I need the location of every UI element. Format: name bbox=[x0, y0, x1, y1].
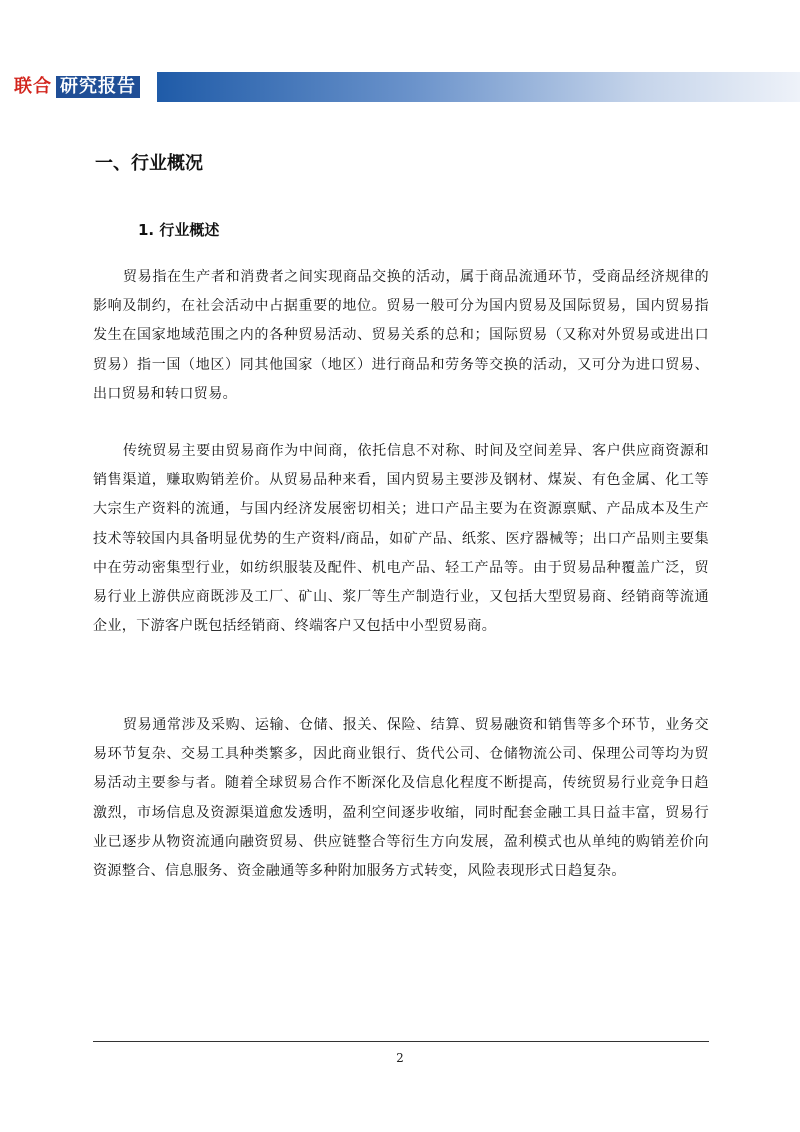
body-paragraph: 贸易通常涉及采购、运输、仓储、报关、保险、结算、贸易融资和销售等多个环节，业务交易环节复杂、交易工具种类繁多，因此商业银行、货代公司、仓储物流公司、保理公司等均为贸易活动主要参与者。随着全球贸易合作不断深化及信息化程度不断提高，传统贸易行业竞争日趋激烈，市场信息及资源渠道愈发透明，盈利空间逐步收缩，同时配套金融工具日益丰富，贸易行业已逐步从物资流通向融资贸易、供应链整合等衍生方向发展，盈利模式也从单纯的购销差价向资源整合、信息服务、资金融通等多种附加服务方式转变，风险表现形式日趋复杂。 bbox=[93, 717, 709, 880]
header-gradient-bar bbox=[157, 72, 800, 102]
section-heading: 一、行业概况 bbox=[95, 153, 203, 174]
body-paragraph: 传统贸易主要由贸易商作为中间商，依托信息不对称、时间及空间差异、客户供应商资源和销售渠道，赚取购销差价。从贸易品种来看，国内贸易主要涉及钢材、煤炭、有色金属、化工等大宗生产资料的流通，与国内经济发展密切相关；进口产品主要为在资源禀赋、产品成本及生产技术等较国内具备明显优势的生产资料/商品，如矿产品、纸浆、医疗器械等；出口产品则主要集中在劳动密集型行业，如纺织服装及配件、机电产品、轻工产品等。由于贸易品种覆盖广泛，贸易行业上游供应商既涉及工厂、矿山、浆厂等生产制造行业，又包括大型贸易商、经销商等流通企业，下游客户既包括经销商、终端客户又包括中小型贸易商。 bbox=[93, 443, 709, 635]
body-paragraph: 贸易指在生产者和消费者之间实现商品交换的活动，属于商品流通环节，受商品经济规律的影响及制约，在社会活动中占据重要的地位。贸易一般可分为国内贸易及国际贸易，国内贸易指发生在国家地域范围之内的各种贸易活动、贸易关系的总和；国际贸易（又称对外贸易或进出口贸易）指一国（地区）同其他国家（地区）进行商品和劳务等交换的活动，又可分为进口贸易、出口贸易和转口贸易。 bbox=[93, 269, 709, 402]
brand-name: 联合 bbox=[14, 76, 52, 97]
report-header bbox=[0, 72, 800, 102]
subsection-heading: 1. 行业概述 bbox=[138, 221, 220, 239]
report-logo bbox=[14, 76, 140, 98]
report-type-label: 研究报告 bbox=[56, 76, 140, 98]
page-number: 2 bbox=[396, 1051, 404, 1065]
footer-divider bbox=[93, 1041, 709, 1042]
